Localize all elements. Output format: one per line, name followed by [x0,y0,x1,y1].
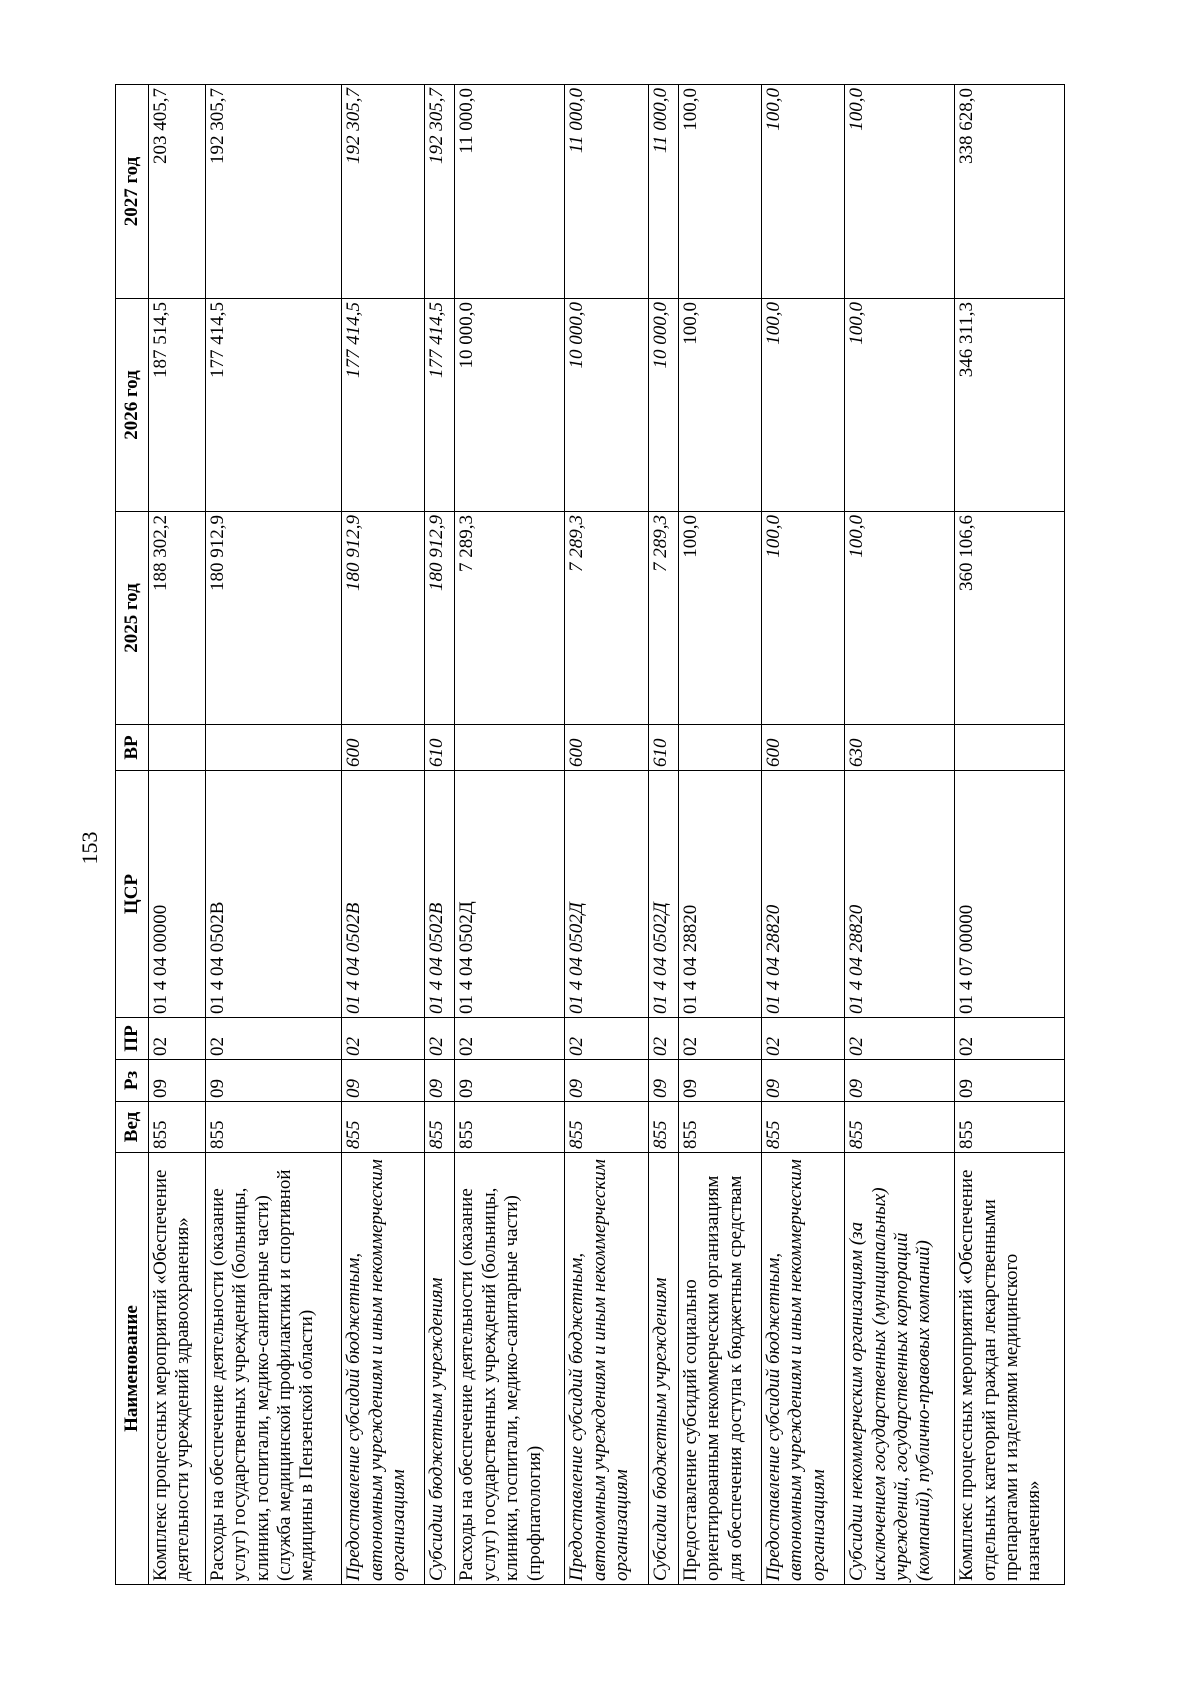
table-row [678,85,761,1585]
header-rz: Рз [116,1060,149,1102]
cell-y2025: 7 289,3 [648,512,678,725]
cell-pr: 02 [455,1018,565,1060]
cell-y2025: 100,0 [678,512,761,725]
cell-y2026: 10 000,0 [455,299,565,512]
cell-vr [678,725,761,771]
table-row [648,85,678,1585]
cell-name: Расходы на обеспечение деятельности (оказание услуг) государственных учреждений (больницы, клиники, госпитали, медико-санитарные части) (профпатология) [455,1153,565,1585]
cell-rz: 09 [648,1060,678,1102]
cell-rz: 09 [761,1060,844,1102]
cell-y2027: 203 405,7 [149,85,206,299]
cell-vr: 600 [565,725,648,771]
cell-y2025: 7 289,3 [565,512,648,725]
cell-pr: 02 [845,1018,955,1060]
cell-ved: 855 [955,1102,1065,1153]
cell-rz: 09 [205,1060,341,1102]
cell-y2025: 360 106,6 [955,512,1065,725]
cell-y2026: 10 000,0 [565,299,648,512]
header-csr: ЦСР [116,771,149,1018]
cell-csr: 01 4 04 28820 [761,771,844,1018]
table-row [761,85,844,1585]
budget-table [115,84,1065,1585]
cell-pr: 02 [648,1018,678,1060]
cell-name: Субсидии некоммерческим организациям (за исключением государственных (муниципальных) учреждений, государственных корпораций (компаний), публично-правовых компаний) [845,1153,955,1585]
cell-y2025: 7 289,3 [455,512,565,725]
cell-csr: 01 4 04 0502Д [565,771,648,1018]
cell-y2025: 180 912,9 [425,512,455,725]
cell-ved: 855 [565,1102,648,1153]
cell-pr: 02 [678,1018,761,1060]
cell-vr: 630 [845,725,955,771]
cell-rz: 09 [678,1060,761,1102]
header-ved: Вед [116,1102,149,1153]
cell-pr: 02 [342,1018,425,1060]
page-number: 153 [77,831,102,865]
cell-csr: 01 4 04 0502Д [455,771,565,1018]
cell-y2026: 346 311,3 [955,299,1065,512]
cell-y2026: 177 414,5 [342,299,425,512]
cell-y2027: 338 628,0 [955,85,1065,299]
cell-ved: 855 [761,1102,844,1153]
cell-y2025: 188 302,2 [149,512,206,725]
cell-rz: 09 [455,1060,565,1102]
cell-vr [455,725,565,771]
cell-pr: 02 [955,1018,1065,1060]
cell-name: Комплекс процессных мероприятий «Обеспечение отдельных категорий граждан лекарственными препаратами и изделиями медицинского назначения» [955,1153,1065,1585]
cell-pr: 02 [149,1018,206,1060]
header-2025: 2025 год [116,512,149,725]
cell-vr [205,725,341,771]
cell-y2026: 10 000,0 [648,299,678,512]
table-row [149,85,206,1585]
cell-name: Предоставление субсидий бюджетным, автономным учреждениям и иным некоммерческим организациям [565,1153,648,1585]
cell-rz: 09 [565,1060,648,1102]
cell-name: Предоставление субсидий бюджетным, автономным учреждениям и иным некоммерческим организациям [761,1153,844,1585]
cell-vr: 610 [425,725,455,771]
cell-y2026: 100,0 [678,299,761,512]
cell-csr: 01 4 04 28820 [845,771,955,1018]
cell-y2027: 100,0 [845,85,955,299]
table-row [845,85,955,1585]
cell-y2025: 180 912,9 [205,512,341,725]
cell-csr: 01 4 04 28820 [678,771,761,1018]
table-row [955,85,1065,1585]
cell-ved: 855 [425,1102,455,1153]
cell-vr: 610 [648,725,678,771]
cell-vr [955,725,1065,771]
header-vr: ВР [116,725,149,771]
cell-y2026: 177 414,5 [205,299,341,512]
cell-ved: 855 [342,1102,425,1153]
cell-ved: 855 [648,1102,678,1153]
header-name: Наименование [116,1153,149,1585]
header-2027: 2027 год [116,85,149,299]
cell-ved: 855 [149,1102,206,1153]
cell-y2027: 11 000,0 [565,85,648,299]
cell-pr: 02 [565,1018,648,1060]
table-row [425,85,455,1585]
table-row [565,85,648,1585]
cell-y2025: 100,0 [761,512,844,725]
cell-name: Субсидии бюджетным учреждениям [648,1153,678,1585]
cell-ved: 855 [205,1102,341,1153]
cell-pr: 02 [761,1018,844,1060]
cell-csr: 01 4 07 00000 [955,771,1065,1018]
cell-rz: 09 [342,1060,425,1102]
cell-y2026: 100,0 [845,299,955,512]
cell-y2026: 177 414,5 [425,299,455,512]
cell-name: Предоставление субсидий социально ориентированным некоммерческим организациям для обеспечения доступа к бюджетным средствам [678,1153,761,1585]
cell-y2027: 11 000,0 [648,85,678,299]
table-header-row [116,85,149,1585]
cell-vr: 600 [342,725,425,771]
cell-pr: 02 [425,1018,455,1060]
cell-vr: 600 [761,725,844,771]
cell-rz: 09 [425,1060,455,1102]
cell-y2027: 192 305,7 [205,85,341,299]
cell-y2027: 100,0 [761,85,844,299]
cell-y2027: 100,0 [678,85,761,299]
cell-y2027: 192 305,7 [425,85,455,299]
cell-y2027: 11 000,0 [455,85,565,299]
table-row [205,85,341,1585]
cell-csr: 01 4 04 0502Д [648,771,678,1018]
cell-pr: 02 [205,1018,341,1060]
cell-ved: 855 [455,1102,565,1153]
cell-y2025: 100,0 [845,512,955,725]
cell-csr: 01 4 04 0502В [425,771,455,1018]
cell-y2027: 192 305,7 [342,85,425,299]
cell-name: Комплекс процессных мероприятий «Обеспечение деятельности учреждений здравоохранения» [149,1153,206,1585]
header-pr: ПР [116,1018,149,1060]
cell-csr: 01 4 04 00000 [149,771,206,1018]
cell-rz: 09 [955,1060,1065,1102]
header-2026: 2026 год [116,299,149,512]
cell-ved: 855 [845,1102,955,1153]
cell-name: Предоставление субсидий бюджетным, автономным учреждениям и иным некоммерческим организациям [342,1153,425,1585]
cell-y2025: 180 912,9 [342,512,425,725]
cell-rz: 09 [149,1060,206,1102]
cell-y2026: 100,0 [761,299,844,512]
table-row [455,85,565,1585]
cell-rz: 09 [845,1060,955,1102]
cell-csr: 01 4 04 0502В [342,771,425,1018]
cell-ved: 855 [678,1102,761,1153]
rotated-table-container [115,85,1065,1585]
table-row [342,85,425,1585]
cell-name: Субсидии бюджетным учреждениям [425,1153,455,1585]
cell-y2026: 187 514,5 [149,299,206,512]
cell-vr [149,725,206,771]
cell-name: Расходы на обеспечение деятельности (оказание услуг) государственных учреждений (больницы, клиники, госпитали, медико-санитарные части) (служба медицинской профилактики и спортивной медицины в Пензенской области) [205,1153,341,1585]
cell-csr: 01 4 04 0502В [205,771,341,1018]
